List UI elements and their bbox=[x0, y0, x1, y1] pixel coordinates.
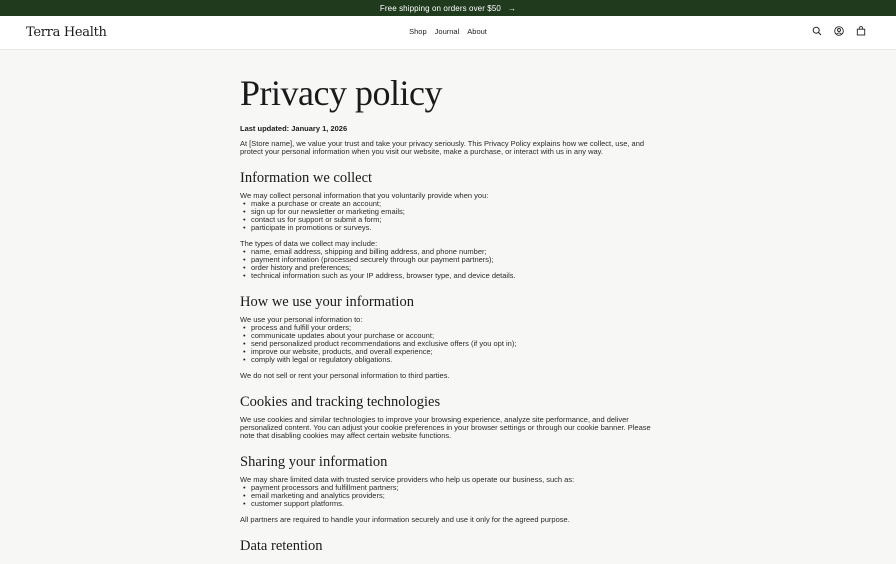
collect-lead-2: The types of data we collect may include: bbox=[240, 239, 378, 248]
list-item: • order history and preferences; bbox=[251, 264, 660, 272]
list-item: • communicate updates about your purchase or account; bbox=[251, 332, 660, 340]
list-item: • improve our website, products, and overall experience; bbox=[251, 348, 660, 356]
list-item: • payment information (processed securely through our payment partners); bbox=[251, 256, 660, 264]
list-item: • technical information such as your IP address, browser type, and device details. bbox=[251, 272, 660, 280]
nav-about[interactable]: About bbox=[467, 27, 487, 36]
list-item: • participate in promotions or surveys. bbox=[251, 224, 660, 232]
main-nav bbox=[0, 27, 896, 36]
section-heading-cookies: Cookies and tracking technologies bbox=[240, 394, 441, 410]
sharing-note: All partners are required to handle your information securely and use it only for the agreed purpose. bbox=[240, 515, 570, 524]
list-item: • send personalized product recommendations and exclusive offers (if you opt in); bbox=[251, 340, 660, 348]
sharing-list bbox=[240, 484, 660, 508]
list-item: • customer support platforms. bbox=[251, 500, 660, 508]
collect-list-1 bbox=[240, 200, 660, 232]
cookies-body: We use cookies and similar technologies to improve your browsing experience, analyze site performance, and deliver personalized content. You can adjust your cookie preferences in your browser settings or through our cookie banner. Please note that disabling cookies may affect certain website functions. bbox=[240, 415, 651, 440]
list-item: • email marketing and analytics providers; bbox=[251, 492, 660, 500]
list-item: • payment processors and fulfillment partners; bbox=[251, 484, 660, 492]
use-note: We do not sell or rent your personal information to third parties. bbox=[240, 371, 450, 380]
cart-icon[interactable] bbox=[856, 26, 866, 36]
header-icons bbox=[812, 26, 866, 36]
policy-content bbox=[240, 72, 660, 554]
use-lead: We use your personal information to: bbox=[240, 315, 363, 324]
page-title: Privacy policy bbox=[240, 73, 442, 113]
list-item: • comply with legal or regulatory obligations. bbox=[251, 356, 660, 364]
last-updated: Last updated: January 1, 2026 bbox=[240, 124, 348, 133]
list-item: • sign up for our newsletter or marketing emails; bbox=[251, 208, 660, 216]
nav-shop[interactable]: Shop bbox=[409, 27, 427, 36]
site-header bbox=[0, 16, 896, 50]
arrow-right-icon: → bbox=[507, 3, 517, 13]
announcement-bar[interactable] bbox=[0, 0, 896, 16]
announcement-text: Free shipping on orders over $50 bbox=[379, 3, 501, 13]
section-heading-sharing: Sharing your information bbox=[240, 454, 388, 470]
section-heading-collect: Information we collect bbox=[240, 170, 373, 186]
brand-logo[interactable]: Terra Health bbox=[26, 25, 107, 40]
list-item: • name, email address, shipping and billing address, and phone number; bbox=[251, 248, 660, 256]
account-icon[interactable] bbox=[834, 26, 844, 36]
search-icon[interactable] bbox=[812, 26, 822, 36]
sharing-lead: We may share limited data with trusted service providers who help us operate our business, such as: bbox=[240, 475, 575, 484]
nav-journal[interactable]: Journal bbox=[434, 27, 460, 36]
list-item: • make a purchase or create an account; bbox=[251, 200, 660, 208]
use-list bbox=[240, 324, 660, 364]
section-heading-use: How we use your information bbox=[240, 294, 414, 310]
intro-paragraph: At [Store name], we value your trust and take your privacy seriously. This Privacy Policy explains how we collect, use, and protect your personal information when you visit our website, make a purchase, or interact with us in any way. bbox=[240, 139, 645, 156]
section-heading-retention: Data retention bbox=[240, 538, 323, 554]
list-item: • process and fulfill your orders; bbox=[251, 324, 660, 332]
list-item: • contact us for support or submit a form; bbox=[251, 216, 660, 224]
collect-list-2 bbox=[240, 248, 660, 280]
collect-lead-1: We may collect personal information that you voluntarily provide when you: bbox=[240, 191, 489, 200]
